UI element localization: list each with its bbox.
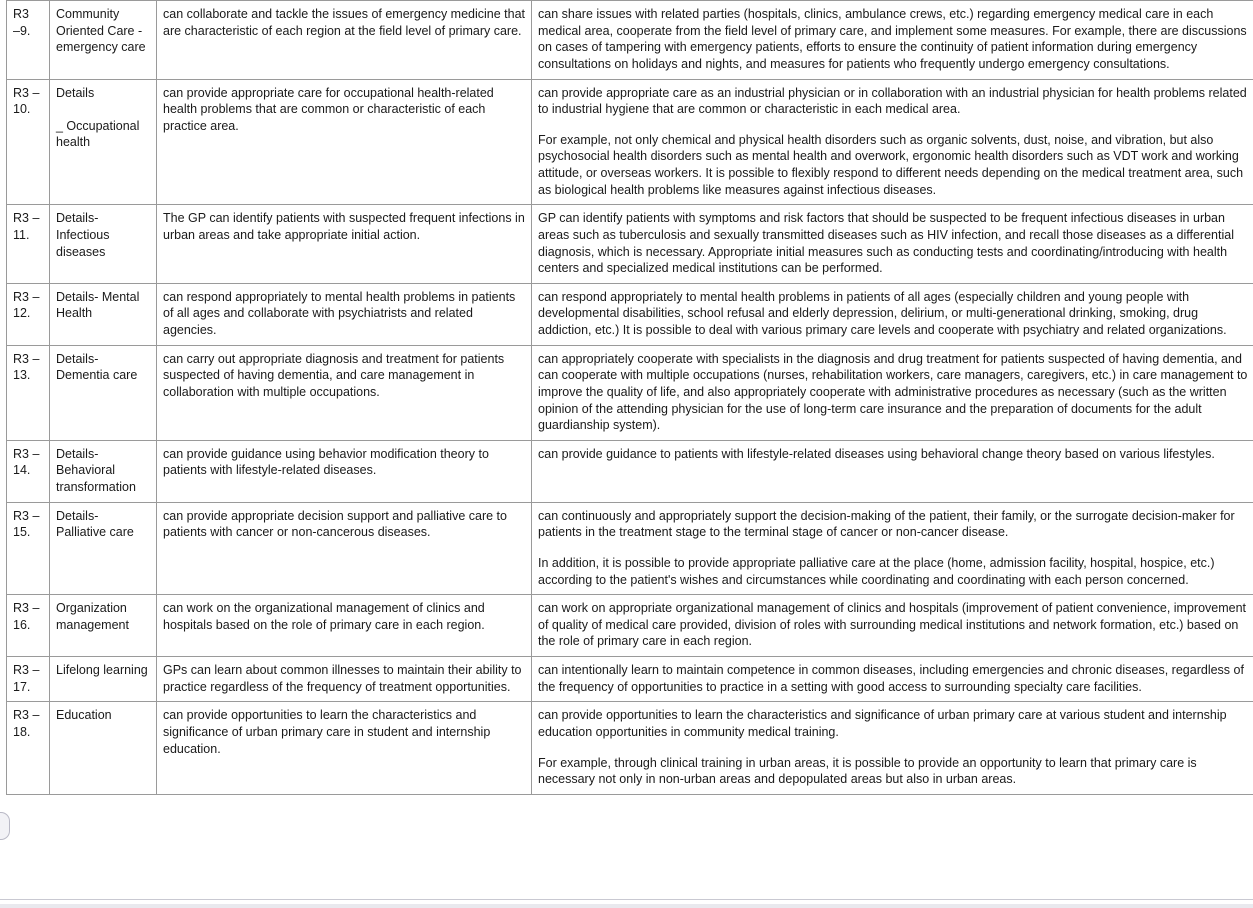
paragraph: GPs can learn about common illnesses to maintain their ability to practice regardless of the frequency of treatment opportunities. <box>163 662 525 695</box>
cell-domain: Details- Infectious diseases <box>50 205 157 284</box>
paragraph: can share issues with related parties (hospitals, clinics, ambulance crews, etc.) regarding emergency medical care in each medical area, cooperate from the field level of primary care, and implement some measures. For example, there are discussions on cases of tampering with emergency patients, efforts to ensure the continuity of patient information during emergency consultations on holidays and nights, and measures for patients who frequently undergo emergency consultations. <box>538 6 1253 73</box>
cell-short-description <box>157 502 532 595</box>
cell-domain: Details _ Occupational health <box>50 79 157 205</box>
paragraph: can work on the organizational management of clinics and hospitals based on the role of primary care in each region. <box>163 600 525 633</box>
paragraph: can carry out appropriate diagnosis and treatment for patients suspected of having dementia, and care management in collaboration with multiple occupations. <box>163 351 525 401</box>
table-row <box>7 283 1253 345</box>
paragraph: can provide guidance using behavior modification theory to patients with lifestyle-related diseases. <box>163 446 525 479</box>
cell-detailed-description <box>532 79 1253 205</box>
cell-detailed-description <box>532 440 1253 502</box>
paragraph: For example, not only chemical and physical health disorders such as organic solvents, dust, noise, and vibration, but also psychosocial health disorders such as mental health and overwork, ergonomic health disorders such as VDT work and working attitude, or overseas workers. It is possible to flexibly respond to different needs depending on the medical treatment area, such as biological health problems like measures against infectious diseases. <box>538 132 1253 199</box>
paragraph: GP can identify patients with symptoms and risk factors that should be suspected to be frequent infectious diseases in urban areas such as tuberculosis and sexually transmitted diseases such as HIV infection, and recall those diseases as a differential diagnosis, which is necessary. Appropriate initial measures such as conducting tests and coordinating/introducing with health centers and specialized medical institutions can be performed. <box>538 210 1253 277</box>
paragraph: can collaborate and tackle the issues of emergency medicine that are characteristic of each region at the field level of primary care. <box>163 6 525 39</box>
cell-domain: Organization management <box>50 595 157 657</box>
cell-detailed-description <box>532 595 1253 657</box>
paragraph: The GP can identify patients with suspected frequent infections in urban areas and take appropriate initial action. <box>163 210 525 243</box>
cell-domain: Details- Mental Health <box>50 283 157 345</box>
cell-short-description <box>157 440 532 502</box>
cell-code: R3 –17. <box>7 657 50 702</box>
cell-code: R3 – 16. <box>7 595 50 657</box>
table-row <box>7 702 1253 795</box>
table-row <box>7 502 1253 595</box>
cell-domain: Lifelong learning <box>50 657 157 702</box>
paragraph: can continuously and appropriately support the decision-making of the patient, their family, or the surrogate decision-maker for patients in the treatment stage to the terminal stage of cancer or non-cancer disease. <box>538 508 1253 541</box>
paragraph: can provide opportunities to learn the characteristics and significance of urban primary care at various student and internship education opportunities in community medical training. <box>538 707 1253 740</box>
scroll-handle[interactable] <box>0 812 10 840</box>
cell-short-description <box>157 283 532 345</box>
paragraph: can provide appropriate care for occupational health-related health problems that are common or characteristic of each practice area. <box>163 85 525 135</box>
paragraph: can provide guidance to patients with lifestyle-related diseases using behavioral change theory based on various lifestyles. <box>538 446 1253 463</box>
paragraph: In addition, it is possible to provide appropriate palliative care at the place (home, admission facility, hospital, hospice, etc.) according to the patient's wishes and circumstances while coordinating and coordinating with each person concerned. <box>538 555 1253 588</box>
paragraph: can provide appropriate care as an industrial physician or in collaboration with an industrial physician for health problems related to industrial hygiene that are common or characteristic in each medical area. <box>538 85 1253 118</box>
competency-table <box>6 0 1253 795</box>
cell-code: R3 –9. <box>7 1 50 80</box>
cell-short-description <box>157 657 532 702</box>
cell-domain: Details- Behavioral transformation <box>50 440 157 502</box>
table-row <box>7 440 1253 502</box>
cell-code: R3 – 15. <box>7 502 50 595</box>
paragraph: can respond appropriately to mental health problems in patients of all ages and collaborate with psychiatrists and related agencies. <box>163 289 525 339</box>
cell-domain: Education <box>50 702 157 795</box>
cell-short-description <box>157 79 532 205</box>
paragraph: can provide appropriate decision support and palliative care to patients with cancer or non-cancerous diseases. <box>163 508 525 541</box>
cell-domain: Community Oriented Care - emergency care <box>50 1 157 80</box>
table-row <box>7 205 1253 284</box>
paragraph: For example, through clinical training in urban areas, it is possible to provide an opportunity to learn that primary care is necessary not only in non-urban areas and depopulated areas but also in urban areas. <box>538 755 1253 788</box>
cell-code: R3 – 14. <box>7 440 50 502</box>
cell-short-description <box>157 345 532 440</box>
cell-detailed-description <box>532 345 1253 440</box>
cell-detailed-description <box>532 702 1253 795</box>
cell-code: R3 – 18. <box>7 702 50 795</box>
table-row <box>7 345 1253 440</box>
cell-detailed-description <box>532 205 1253 284</box>
paragraph: can work on appropriate organizational management of clinics and hospitals (improvement of patient convenience, improvement of quality of medical care provided, division of roles with surrounding medical institutions and network formation, etc.) based on the role of primary care in each region. <box>538 600 1253 650</box>
cell-detailed-description <box>532 657 1253 702</box>
cell-code: R3 – 13. <box>7 345 50 440</box>
table-row <box>7 657 1253 702</box>
cell-domain: Details- Palliative care <box>50 502 157 595</box>
cell-detailed-description <box>532 1 1253 80</box>
cell-short-description <box>157 205 532 284</box>
paragraph: can respond appropriately to mental health problems in patients of all ages (especially children and young people with developmental disabilities, school refusal and elderly depression, delirium, or multi-generational drinking, smoking, drug addiction, etc.) It is possible to deal with various primary care levels and cooperate with psychiatry and related organizations. <box>538 289 1253 339</box>
paragraph: can intentionally learn to maintain competence in common diseases, including emergencies and chronic diseases, regardless of the frequency of opportunities to practice in a setting with good access to surrounding specialty care facilities. <box>538 662 1253 695</box>
table-row <box>7 595 1253 657</box>
cell-short-description <box>157 702 532 795</box>
cell-code: R3 –11. <box>7 205 50 284</box>
cell-short-description <box>157 595 532 657</box>
cell-detailed-description <box>532 502 1253 595</box>
cell-domain: Details- Dementia care <box>50 345 157 440</box>
cell-detailed-description <box>532 283 1253 345</box>
cell-code: R3 – 10. <box>7 79 50 205</box>
paragraph: can provide opportunities to learn the characteristics and significance of urban primary care in student and internship education. <box>163 707 525 757</box>
page-shadow <box>0 904 1253 908</box>
cell-code: R3 – 12. <box>7 283 50 345</box>
table-row <box>7 1 1253 80</box>
paragraph: can appropriately cooperate with specialists in the diagnosis and drug treatment for patients suspected of having dementia, and can cooperate with multiple occupations (nurses, rehabilitation workers, care managers, caregivers, etc.) in care management to improve the quality of life, and also appropriately cooperate with administrative procedures as necessary (such as the written opinion of the attending physician for the use of long-term care insurance and the preparation of documents for the adult guardianship system). <box>538 351 1253 434</box>
cell-short-description <box>157 1 532 80</box>
table-row <box>7 79 1253 205</box>
table-body <box>7 1 1253 795</box>
